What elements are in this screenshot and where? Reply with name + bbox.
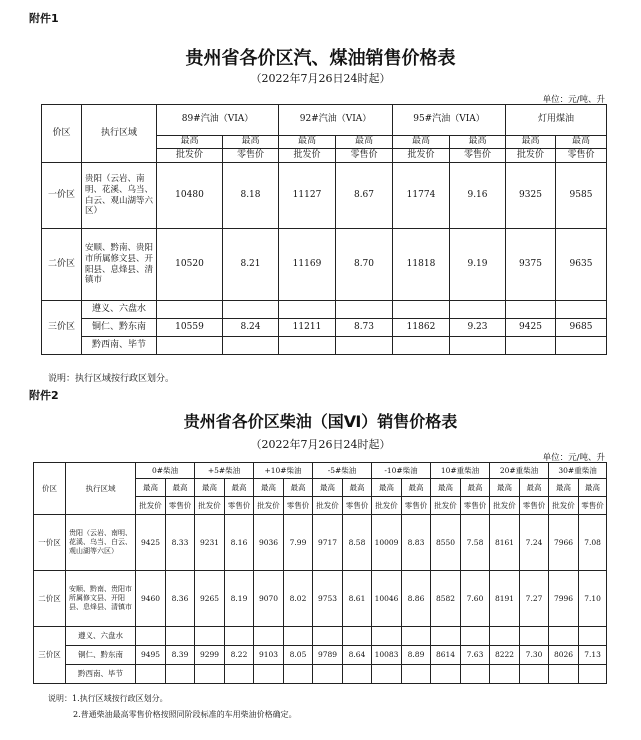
price-cell: 9789 [313, 646, 343, 665]
header-zone: 价区 [34, 463, 66, 515]
header-retail: 零售价 [223, 149, 279, 163]
header-product: 灯用煤油 [506, 105, 607, 136]
header-top: 最高 [372, 479, 402, 497]
header-retail: 零售价 [461, 497, 490, 515]
price-cell: 9753 [313, 571, 343, 627]
attachment1-price-table [41, 104, 607, 355]
price-cell: 7.24 [520, 515, 549, 571]
price-cell: 9070 [254, 571, 284, 627]
header-product: 10#重柴油 [431, 463, 490, 479]
header-retail: 零售价 [225, 497, 254, 515]
attachment1-note: 说明：执行区域按行政区划分。 [48, 374, 175, 384]
header-retail: 零售价 [520, 497, 549, 515]
price-cell: 9425 [506, 319, 556, 337]
region-cell: 贵阳（云岩、南明、花溪、乌当、白云、观山湖等六区） [82, 163, 157, 229]
price-cell: 8582 [431, 571, 461, 627]
price-cell: 7.30 [520, 646, 549, 665]
header-retail: 零售价 [343, 497, 372, 515]
zone-cell: 一价区 [42, 163, 82, 229]
price-cell: 8.05 [284, 646, 313, 665]
price-cell: 8.89 [402, 646, 431, 665]
price-cell: 8.70 [336, 229, 393, 301]
header-wholesale: 批发价 [279, 149, 336, 163]
header-retail: 零售价 [336, 149, 393, 163]
price-cell: 7.99 [284, 515, 313, 571]
price-cell: 7.58 [461, 515, 490, 571]
header-top: 最高 [506, 136, 556, 149]
price-cell: 9265 [195, 571, 225, 627]
price-cell: 11774 [393, 163, 450, 229]
price-cell: 9.19 [450, 229, 506, 301]
header-wholesale: 批发价 [549, 497, 579, 515]
header-retail: 零售价 [579, 497, 607, 515]
header-top: 最高 [223, 136, 279, 149]
region-cell: 安顺、黔南、贵阳市所属修文县、开阳县、息烽县、清镇市 [66, 571, 136, 627]
region-cell: 铜仁、黔东南 [66, 646, 136, 665]
header-product: 92#汽油（VIA） [279, 105, 393, 136]
header-wholesale: 批发价 [136, 497, 166, 515]
header-region: 执行区域 [82, 105, 157, 163]
price-cell: 9717 [313, 515, 343, 571]
price-cell: 7.27 [520, 571, 549, 627]
header-top: 最高 [225, 479, 254, 497]
header-retail: 零售价 [284, 497, 313, 515]
price-cell: 10083 [372, 646, 402, 665]
attachment1-unit: 单位：元/吨、升 [542, 95, 605, 105]
attachment2-note-2: 2.普通柴油最高零售价格按照同阶段标准的车用柴油价格确定。 [73, 710, 297, 719]
header-product: -5#柴油 [313, 463, 372, 479]
price-cell: 9685 [556, 319, 607, 337]
price-cell: 10046 [372, 571, 402, 627]
price-cell: 11818 [393, 229, 450, 301]
price-cell: 9635 [556, 229, 607, 301]
price-cell: 7.10 [579, 571, 607, 627]
header-top: 最高 [284, 479, 313, 497]
header-top: 最高 [461, 479, 490, 497]
header-product: 0#柴油 [136, 463, 195, 479]
header-product: 89#汽油（VIA） [157, 105, 279, 136]
price-cell: 8.24 [223, 319, 279, 337]
zone-cell: 一价区 [34, 515, 66, 571]
header-top: 最高 [393, 136, 450, 149]
price-cell: 8.22 [225, 646, 254, 665]
price-cell: 8.58 [343, 515, 372, 571]
header-top: 最高 [336, 136, 393, 149]
price-cell: 9375 [506, 229, 556, 301]
price-cell: 8.86 [402, 571, 431, 627]
price-cell: 9.23 [450, 319, 506, 337]
attachment2-note-1: 说明：1.执行区域按行政区划分。 [48, 694, 168, 703]
header-product: -10#柴油 [372, 463, 431, 479]
price-cell: 11211 [279, 319, 336, 337]
header-wholesale: 批发价 [372, 497, 402, 515]
header-zone: 价区 [42, 105, 82, 163]
price-cell: 9.16 [450, 163, 506, 229]
header-retail: 零售价 [450, 149, 506, 163]
header-product: 30#重柴油 [549, 463, 607, 479]
price-cell: 9585 [556, 163, 607, 229]
price-cell: 8.39 [166, 646, 195, 665]
price-cell: 8.36 [166, 571, 195, 627]
price-cell: 10559 [157, 319, 223, 337]
price-cell: 10009 [372, 515, 402, 571]
price-cell: 8.64 [343, 646, 372, 665]
attachment1-label: 附件1 [29, 12, 59, 25]
region-cell: 铜仁、黔东南 [82, 319, 157, 337]
price-cell: 8.33 [166, 515, 195, 571]
region-cell: 黔西南、毕节 [82, 337, 157, 355]
zone-cell: 二价区 [42, 229, 82, 301]
attachment2-title: 贵州省各价区柴油（国Ⅵ）销售价格表 [183, 412, 458, 431]
header-top: 最高 [549, 479, 579, 497]
header-wholesale: 批发价 [254, 497, 284, 515]
region-cell: 遵义、六盘水 [66, 627, 136, 646]
price-cell: 8.21 [223, 229, 279, 301]
header-top: 最高 [343, 479, 372, 497]
price-cell: 8.67 [336, 163, 393, 229]
header-wholesale: 批发价 [490, 497, 520, 515]
price-cell: 9460 [136, 571, 166, 627]
header-wholesale: 批发价 [393, 149, 450, 163]
attachment2-unit: 单位：元/吨、升 [542, 453, 605, 463]
header-top: 最高 [520, 479, 549, 497]
price-cell: 7.60 [461, 571, 490, 627]
attachment1-subtitle: （2022年7月26日24时起） [250, 72, 391, 85]
header-retail: 零售价 [402, 497, 431, 515]
region-cell: 贵阳（云岩、南明、花溪、乌当、白云、观山湖等六区） [66, 515, 136, 571]
price-cell: 9495 [136, 646, 166, 665]
price-cell: 8.19 [225, 571, 254, 627]
header-wholesale: 批发价 [313, 497, 343, 515]
header-top: 最高 [450, 136, 506, 149]
header-top: 最高 [157, 136, 223, 149]
zone-cell: 三价区 [42, 301, 82, 355]
region-cell: 黔西南、毕节 [66, 665, 136, 684]
price-cell: 7.63 [461, 646, 490, 665]
price-cell: 8550 [431, 515, 461, 571]
attachment2-price-table [33, 462, 607, 684]
header-retail: 零售价 [556, 149, 607, 163]
price-cell: 8.02 [284, 571, 313, 627]
header-wholesale: 批发价 [506, 149, 556, 163]
header-wholesale: 批发价 [431, 497, 461, 515]
price-cell: 8.83 [402, 515, 431, 571]
header-top: 最高 [490, 479, 520, 497]
price-cell: 9036 [254, 515, 284, 571]
header-product: +5#柴油 [195, 463, 254, 479]
header-product: 95#汽油（VIA） [393, 105, 506, 136]
price-cell: 8026 [549, 646, 579, 665]
price-cell: 10480 [157, 163, 223, 229]
price-cell: 8.16 [225, 515, 254, 571]
price-cell: 10520 [157, 229, 223, 301]
price-cell: 7.08 [579, 515, 607, 571]
price-cell: 8.73 [336, 319, 393, 337]
header-retail: 零售价 [166, 497, 195, 515]
price-cell: 8191 [490, 571, 520, 627]
price-cell: 8.18 [223, 163, 279, 229]
price-cell: 8222 [490, 646, 520, 665]
header-top: 最高 [136, 479, 166, 497]
zone-cell: 三价区 [34, 627, 66, 684]
header-top: 最高 [254, 479, 284, 497]
price-cell: 11127 [279, 163, 336, 229]
attachment1-title: 贵州省各价区汽、煤油销售价格表 [185, 48, 456, 69]
header-top: 最高 [402, 479, 431, 497]
header-top: 最高 [195, 479, 225, 497]
header-top: 最高 [279, 136, 336, 149]
price-cell: 9231 [195, 515, 225, 571]
header-top: 最高 [579, 479, 607, 497]
price-cell: 9299 [195, 646, 225, 665]
price-cell: 8614 [431, 646, 461, 665]
price-cell: 9325 [506, 163, 556, 229]
price-cell: 9103 [254, 646, 284, 665]
price-cell: 11862 [393, 319, 450, 337]
region-cell: 遵义、六盘水 [82, 301, 157, 319]
attachment2-subtitle: （2022年7月26日24时起） [250, 438, 391, 451]
header-top: 最高 [556, 136, 607, 149]
header-top: 最高 [431, 479, 461, 497]
header-product: +10#柴油 [254, 463, 313, 479]
price-cell: 9425 [136, 515, 166, 571]
region-cell: 安顺、黔南、贵阳市所属修文县、开阳县、息烽县、清镇市 [82, 229, 157, 301]
price-cell: 8161 [490, 515, 520, 571]
price-cell: 7966 [549, 515, 579, 571]
price-cell: 8.61 [343, 571, 372, 627]
price-cell: 7.13 [579, 646, 607, 665]
attachment2-label: 附件2 [29, 389, 59, 402]
zone-cell: 二价区 [34, 571, 66, 627]
header-wholesale: 批发价 [157, 149, 223, 163]
header-region: 执行区域 [66, 463, 136, 515]
header-product: 20#重柴油 [490, 463, 549, 479]
header-top: 最高 [313, 479, 343, 497]
price-cell: 7996 [549, 571, 579, 627]
price-cell: 11169 [279, 229, 336, 301]
header-top: 最高 [166, 479, 195, 497]
header-wholesale: 批发价 [195, 497, 225, 515]
